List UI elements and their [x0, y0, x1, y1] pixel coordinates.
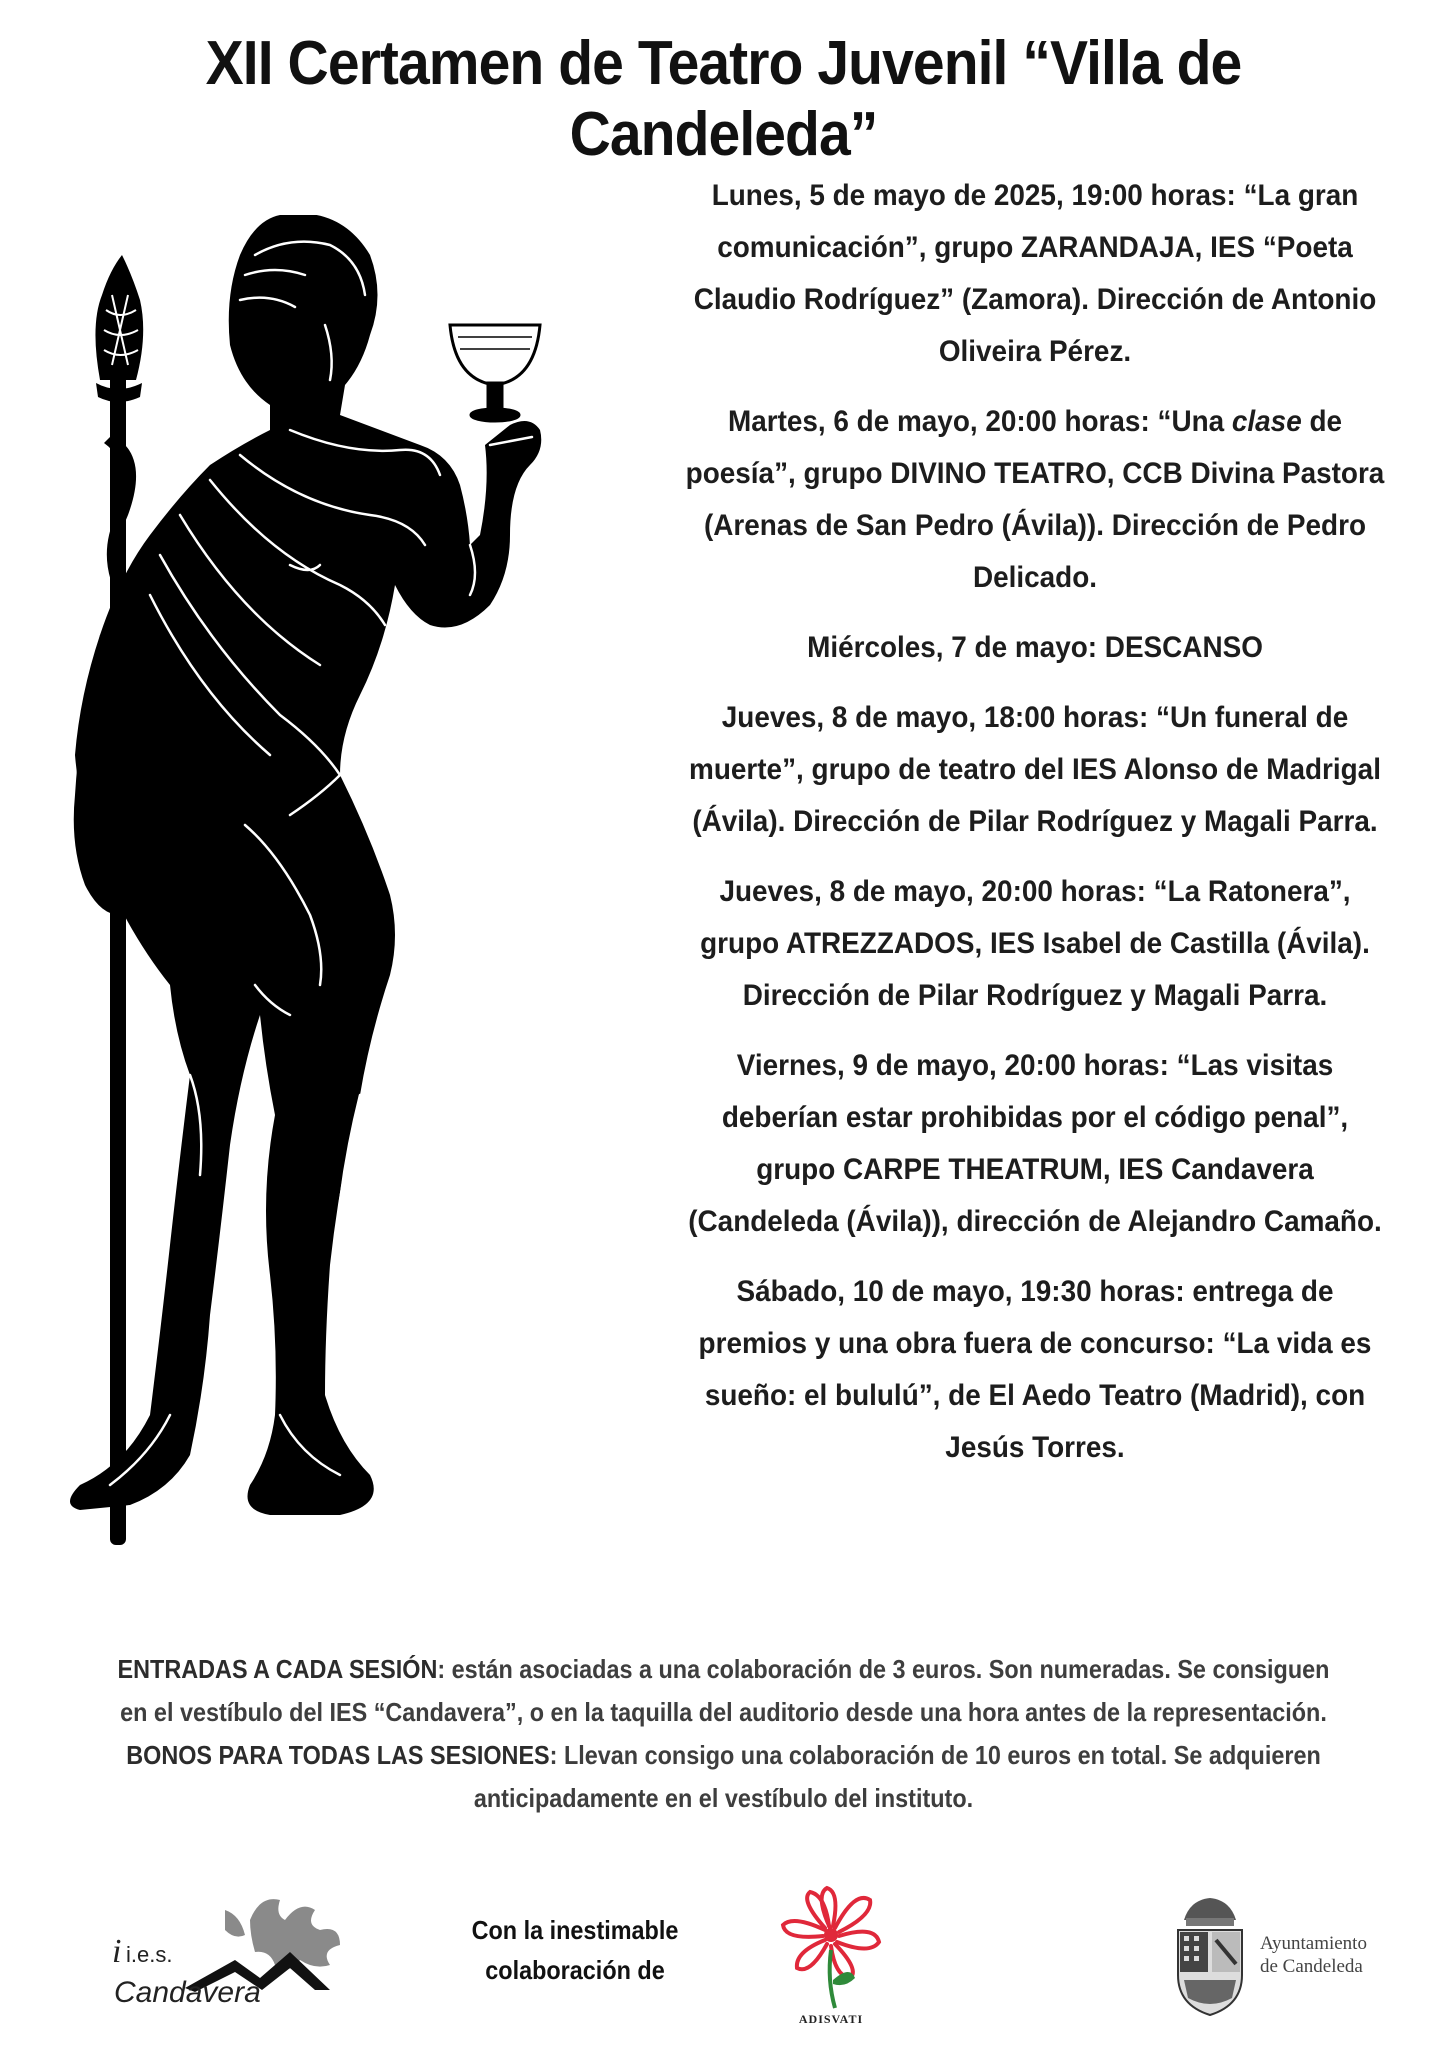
ies-candavera-logo — [100, 1890, 350, 2015]
coat-of-arms-icon — [1170, 1890, 1250, 2020]
adisvati-label: ADISVATI — [798, 2012, 864, 2026]
event-2-emphasis: clase — [1231, 405, 1302, 438]
event-2 — [682, 396, 1389, 604]
ies-logo-prefix: i.e.s. — [126, 1942, 173, 1967]
entradas-label: ENTRADAS A CADA SESIÓN — [117, 1654, 438, 1684]
ayto-line-1: Ayuntamiento — [1260, 1933, 1367, 1954]
collaboration-text — [455, 1910, 695, 1990]
bonos-label: BONOS PARA TODAS LAS SESIONES — [126, 1740, 550, 1770]
ayto-line-2: de Candeleda — [1260, 1956, 1363, 1977]
event-4: Jueves, 8 de mayo, 18:00 horas: “Un funeral de muerte”, grupo de teatro del IES Alonso de Madrigal (Ávila). Dirección de Pilar Rodríguez y Magali Parra. — [689, 701, 1381, 838]
kylix-cup — [450, 325, 540, 421]
collab-line-2: colaboración de — [485, 1955, 665, 1985]
poster-title: XII Certamen de Teatro Juvenil “Villa de Candeleda” — [205, 29, 1242, 169]
event-5: Jueves, 8 de mayo, 20:00 horas: “La Ratonera”, grupo ATREZZADOS, IES Isabel de Castilla (Ávila). Dirección de Pilar Rodríguez y Magali Parra. — [700, 875, 1370, 1012]
event-2-text-start: Martes, 6 de mayo, 20:00 horas: “Una — [727, 405, 1232, 438]
ies-logo-name: Candavera — [114, 1976, 261, 2009]
footer-sponsors — [0, 1880, 1447, 2048]
event-2-text-end: de poesía”, grupo DIVINO TEATRO, CCB Divina Pastora (Arenas de San Pedro (Ávila)). Dirección de Pedro Delicado. — [685, 405, 1385, 594]
event-6: Viernes, 9 de mayo, 20:00 horas: “Las visitas deberían estar prohibidas por el código penal”, grupo CARPE THEATRUM, IES Candavera (Candeleda (Ávila)), dirección de Alejandro Camaño. — [688, 1049, 1382, 1238]
entradas-line-2: en el vestíbulo del IES “Candavera”, o en la taquilla del auditorio desde una hora antes de la representación. — [120, 1697, 1327, 1727]
collab-line-1: Con la inestimable — [471, 1915, 679, 1945]
event-3: Miércoles, 7 de mayo: DESCANSO — [807, 631, 1263, 664]
bonos-line-2: anticipadamente en el vestíbulo del instituto. — [473, 1783, 974, 1813]
entradas-line-1 — [98, 1648, 1350, 1691]
adisvati-flower-logo — [775, 1880, 885, 2030]
svg-text:i: i — [112, 1933, 122, 1970]
event-1: Lunes, 5 de mayo de 2025, 19:00 horas: “La gran comunicación”, grupo ZARANDAJA, IES “Poeta Claudio Rodríguez” (Zamora). Dirección de Antonio Oliveira Pérez. — [693, 179, 1377, 368]
event-7: Sábado, 10 de mayo, 19:30 horas: entrega de premios y una obra fuera de concurso: “La vida es sueño: el bululú”, de El Aedo Teatro (Madrid), con Jesús Torres. — [698, 1275, 1372, 1464]
ayuntamiento-logo-text — [1260, 1932, 1430, 1978]
dionysus-silhouette-illustration — [40, 215, 640, 1585]
program-list — [655, 170, 1415, 1492]
entradas-text-1: : están asociadas a una colaboración de 3 euros. Son numeradas. Se consiguen — [437, 1654, 1330, 1684]
ticket-info — [28, 1648, 1419, 1820]
bonos-line-1 — [98, 1734, 1350, 1777]
bonos-text-1: : Llevan consigo una colaboración de 10 euros en total. Se adquieren — [549, 1740, 1321, 1770]
